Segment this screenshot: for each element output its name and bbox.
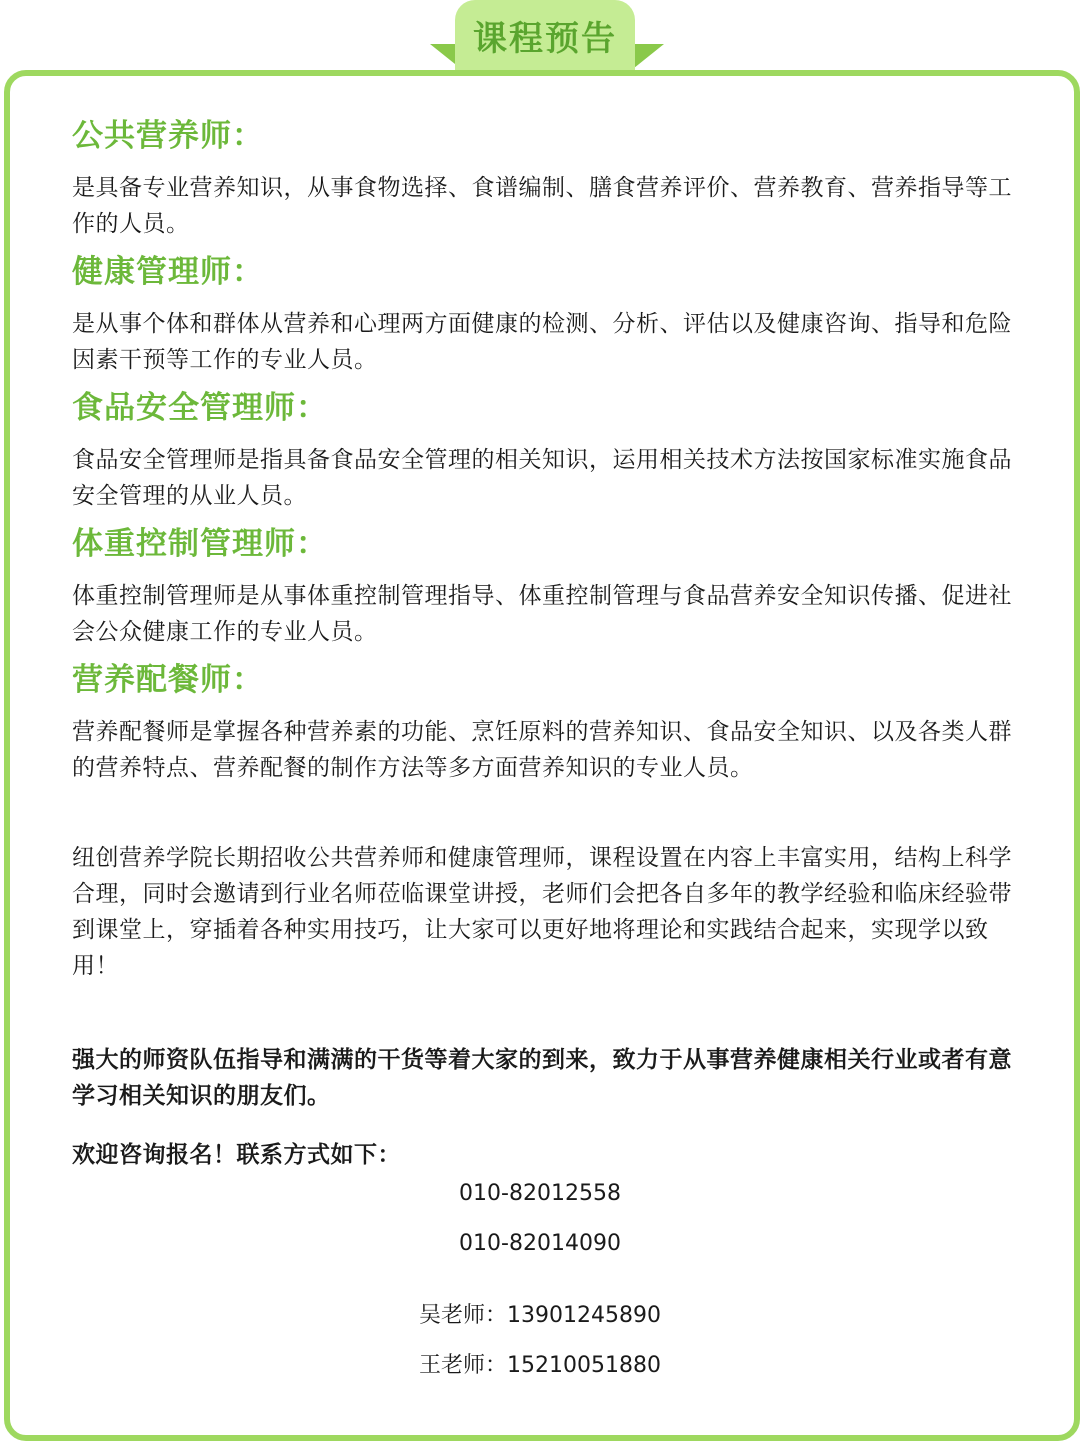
banner-tab (455, 0, 635, 70)
teacher-contact: 吴老师：13901245890 (419, 1303, 661, 1328)
section-food-safety-manager (72, 384, 1012, 514)
content (72, 112, 1012, 1196)
section-nutrition-caterer (72, 656, 1012, 786)
phone-list (0, 1169, 1080, 1269)
section-weight-control-manager (72, 520, 1012, 650)
section-heading: 公共营养师： (72, 118, 264, 154)
section-heading: 体重控制管理师： (72, 526, 328, 562)
section-body: 食品安全管理师是指具备食品安全管理的相关知识，运用相关技术方法按国家标准实施食品安全管理的从业人员。 (72, 447, 1012, 509)
section-public-nutritionist (72, 112, 1012, 242)
section-heading: 营养配餐师： (72, 662, 264, 698)
welcome-text: 欢迎咨询报名！联系方式如下： (72, 1142, 401, 1168)
section-body: 体重控制管理师是从事体重控制管理指导、体重控制管理与食品营养安全知识传播、促进社会公众健康工作的专业人员。 (72, 583, 1012, 645)
teacher-contact: 王老师：15210051880 (419, 1353, 661, 1378)
intro-paragraph: 纽创营养学院长期招收公共营养师和健康管理师，课程设置在内容上丰富实用，结构上科学合理，同时会邀请到行业名师莅临课堂讲授，老师们会把各自多年的教学经验和临床经验带到课堂上，穿插着各种实用技巧，让大家可以更好地将理论和实践结合起来，实现学以致用！ (72, 845, 1012, 979)
banner-right-ribbon (634, 44, 664, 68)
section-heading: 健康管理师： (72, 254, 264, 290)
highlight-paragraph: 强大的师资队伍指导和满满的干货等着大家的到来，致力于从事营养健康相关行业或者有意学习相关知识的朋友们。 (72, 1047, 1012, 1109)
section-body: 是从事个体和群体从营养和心理两方面健康的检测、分析、评估以及健康咨询、指导和危险因素干预等工作的专业人员。 (72, 311, 1012, 373)
teacher-contact-list (0, 1291, 1080, 1391)
section-body: 营养配餐师是掌握各种营养素的功能、烹饪原料的营养知识、食品安全知识、以及各类人群的营养特点、营养配餐的制作方法等多方面营养知识的专业人员。 (72, 719, 1012, 781)
section-heading: 食品安全管理师： (72, 390, 328, 426)
phone-number: 010-82014090 (459, 1231, 621, 1256)
banner (0, 0, 1080, 80)
phone-number: 010-82012558 (459, 1181, 621, 1206)
banner-title: 课程预告 (473, 18, 617, 59)
section-health-manager (72, 248, 1012, 378)
section-body: 是具备专业营养知识，从事食物选择、食谱编制、膳食营养评价、营养教育、营养指导等工作的人员。 (72, 175, 1012, 237)
